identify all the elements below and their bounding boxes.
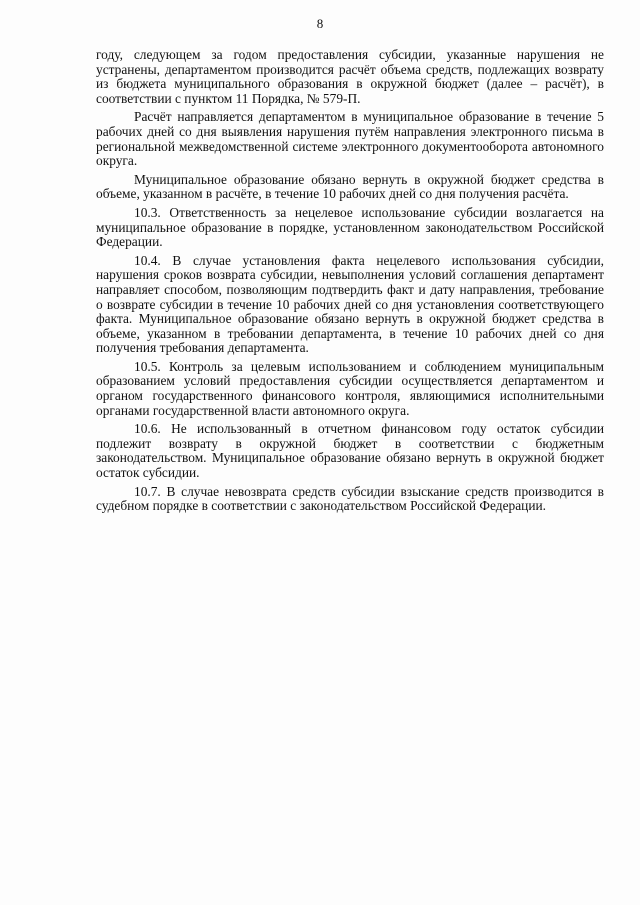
paragraph-10-7: 10.7. В случае невозврата средств субсидии взыскание средств производится в судебном порядке в соответствии с законодательством Российской Федерации.: [96, 483, 604, 514]
page-number: 8: [316, 16, 324, 31]
paragraph-10-3: 10.3. Ответственность за нецелевое использование субсидии возлагается на муниципальное образование в порядке, установленном законодательством Российской Федерации.: [96, 204, 604, 250]
document-body: [96, 48, 604, 518]
paragraph-10-4: 10.4. В случае установления факта нецелевого использования субсидии, нарушения сроков возврата субсидии, невыполнения условий соглашения департамент направляет способом, позволяющим подтвердить факт и дату направления, требование о возврате субсидии в течение 10 рабочих дней со дня установления соответствующего факта. Муниципальное образование обязано вернуть в окружной бюджет средства в объеме, указанном в требовании департамента, в течение 10 рабочих дней со дня получения требования департамента.: [96, 252, 604, 356]
paragraph-return-obligation: Муниципальное образование обязано вернуть в окружной бюджет средства в объеме, указанном в расчёте, в течение 10 рабочих дней со дня получения расчёта.: [96, 171, 604, 202]
paragraph-10-6: 10.6. Не использованный в отчетном финансовом году остаток субсидии подлежит возврату в окружной бюджет в соответствии с бюджетным законодательством. Муниципальное образование обязано вернуть в окружной бюджет остаток субсидии.: [96, 421, 604, 481]
paragraph-10-5: 10.5. Контроль за целевым использованием и соблюдением муниципальным образованием условий предоставления субсидии осуществляется департаментом и органом государственного финансового контроля, являющимися исполнительными органами государственной власти автономного округа.: [96, 358, 604, 418]
paragraph-calculation-sending: Расчёт направляется департаментом в муниципальное образование в течение 5 рабочих дней со дня выявления нарушения путём направления электронного письма в региональной межведомственной системе электронного документооборота автономного округа.: [96, 109, 604, 169]
paragraph-continuation: году, следующем за годом предоставления субсидии, указанные нарушения не устранены, департаментом производится расчёт объема средств, подлежащих возврату из бюджета муниципального образования в окружной бюджет (далее – расчёт), в соответствии с пунктом 11 Порядка, № 579-П.: [96, 47, 604, 106]
